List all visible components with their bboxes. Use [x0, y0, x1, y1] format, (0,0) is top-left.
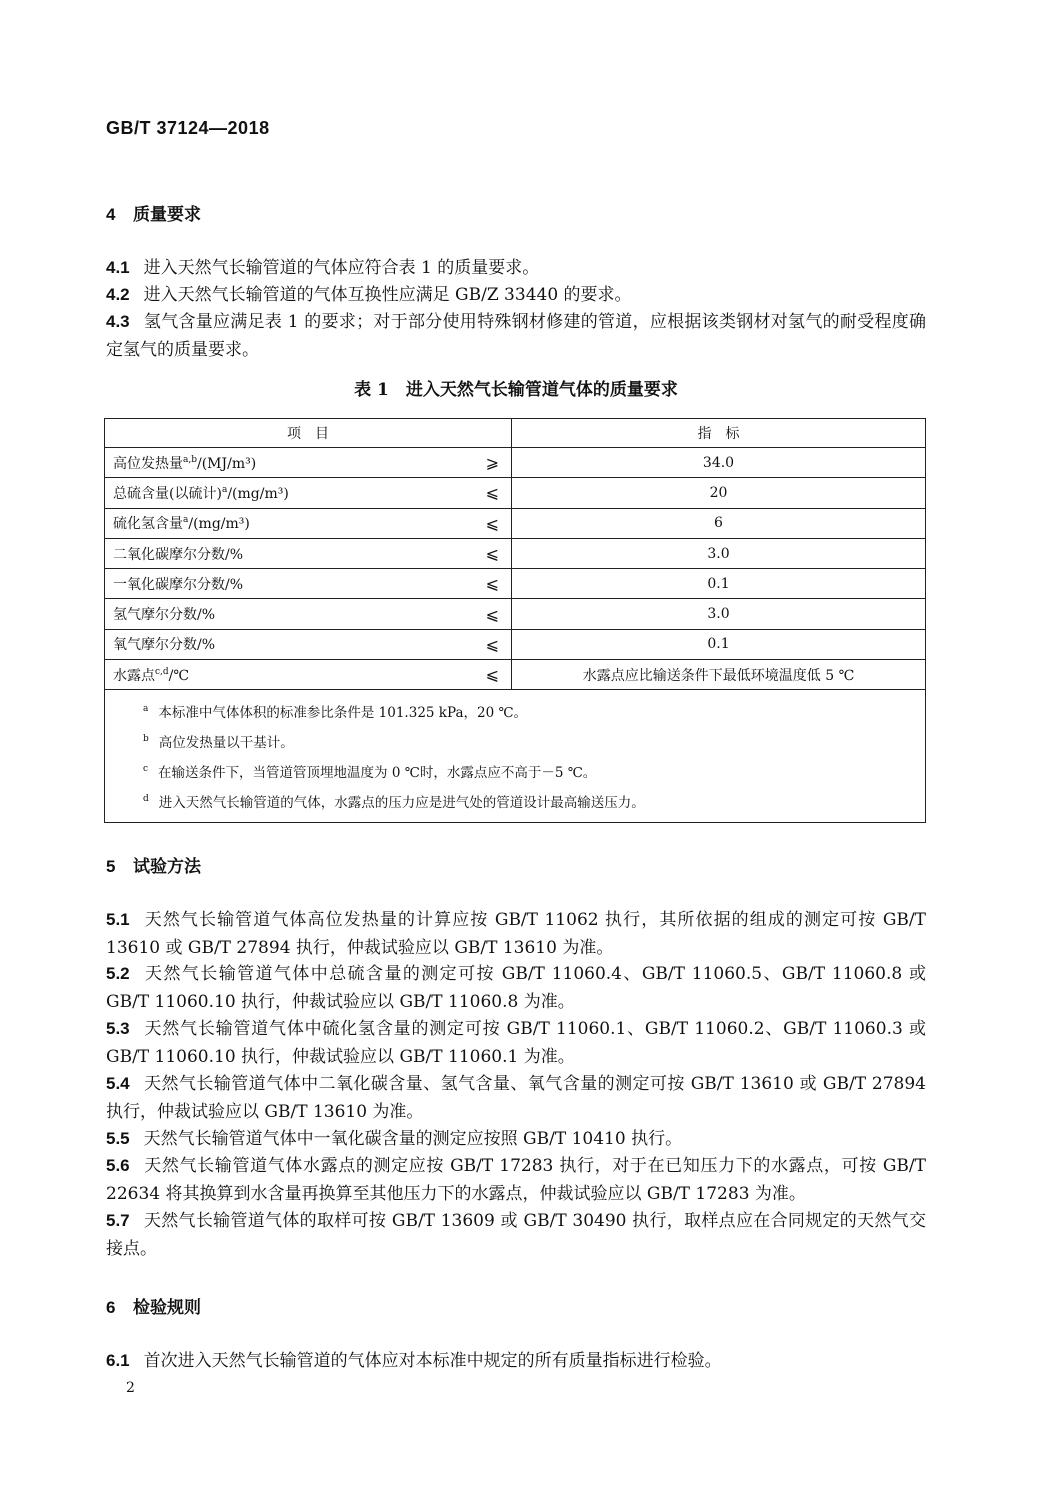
footnote-ref: c,d: [155, 666, 169, 677]
row-value: 0.1: [512, 629, 926, 659]
section-heading: 试验方法: [133, 857, 201, 877]
header-index: 指 标: [512, 419, 926, 448]
row-item: 高位发热量$^{a,b}$/(MJ/m³): [105, 448, 422, 478]
clause-6-1: 6.1 首次进入天然气长输管道的气体应对本标准中规定的所有质量指标进行检验。: [106, 1351, 722, 1371]
table-row: [105, 478, 926, 508]
table-note: $^c$ 在输送条件下，当管道管顶埋地温度为 0 ℃时，水露点应不高于－5 ℃。: [143, 764, 597, 782]
clause-5-7: 5.7 天然气长输管道气体的取样可按 GB/T 13609 或 GB/T 30490 执行，取样点应在合同规定的天然气交接点。: [106, 1211, 926, 1259]
section-heading: 质量要求: [133, 205, 201, 225]
footnote-ref: a,b: [183, 454, 197, 465]
row-value: 6: [512, 508, 926, 538]
clause-4-3: 4.3 氢气含量应满足表 1 的要求；对于部分使用特殊钢材修建的管道，应根据该类钢材对氢气的耐受程度确定氢气的质量要求。: [106, 312, 926, 360]
row-operator: ⩽: [421, 478, 512, 508]
note-mark: c: [143, 764, 149, 775]
row-value: 水露点应比输送条件下最低环境温度低 5 ℃: [512, 660, 926, 690]
footnote-ref: a: [183, 515, 189, 526]
clause-5-4: 5.4 天然气长输管道气体中二氧化碳含量、氢气含量、氧气含量的测定可按 GB/T 13610 或 GB/T 27894 执行，仲裁试验应以 GB/T 13610 为准。: [106, 1074, 926, 1122]
note-mark: b: [143, 734, 149, 745]
row-operator: ⩽: [421, 629, 512, 659]
row-item: 氧气摩尔分数/%: [105, 629, 422, 659]
quality-requirements-table: [104, 418, 926, 823]
section-6-title: [106, 1293, 201, 1318]
table-note: $^a$ 本标准中气体体积的标准参比条件是 101.325 kPa，20 ℃。: [143, 704, 528, 722]
row-operator: ⩽: [421, 508, 512, 538]
footnote-ref: a: [221, 484, 228, 495]
row-operator: ⩽: [421, 538, 512, 568]
row-operator: ⩾: [421, 448, 512, 478]
table-notes-row: [105, 690, 926, 823]
table-header-row: [105, 419, 926, 448]
row-item: 硫化氢含量$^a$/(mg/m³): [105, 508, 422, 538]
row-item: 二氧化碳摩尔分数/%: [105, 538, 422, 568]
table-note: $^b$ 高位发热量以干基计。: [143, 734, 294, 752]
row-value: 20: [512, 478, 926, 508]
row-operator: ⩽: [421, 660, 512, 690]
section-5-title: [106, 852, 201, 877]
row-item: 氢气摩尔分数/%: [105, 599, 422, 629]
clause-5-5: 5.5 天然气长输管道气体中一氧化碳含量的测定应按照 GB/T 10410 执行。: [106, 1129, 683, 1149]
row-item: 总硫含量(以硫计)$^a$/(mg/m³): [105, 478, 422, 508]
clause-4-1: 4.1 进入天然气长输管道的气体应符合表 1 的质量要求。: [106, 258, 540, 278]
table-row: [105, 629, 926, 659]
section-number: 5: [106, 857, 116, 876]
clause-5-2: 5.2 天然气长输管道气体中总硫含量的测定可按 GB/T 11060.4、GB/T 11060.5、GB/T 11060.8 或 GB/T 11060.10 执行，仲裁试验应以 GB/T 11060.8 为准。: [106, 964, 926, 1012]
section-heading: 检验规则: [133, 1298, 201, 1318]
section-number: 6: [106, 1298, 116, 1317]
table-row: [105, 538, 926, 568]
table-row: [105, 599, 926, 629]
row-value: 34.0: [512, 448, 926, 478]
clause-4-2: 4.2 进入天然气长输管道的气体互换性应满足 GB/Z 33440 的要求。: [106, 285, 632, 305]
clause-5-6: 5.6 天然气长输管道气体水露点的测定应按 GB/T 17283 执行，对于在已知压力下的水露点，可按 GB/T 22634 将其换算到水含量再换算至其他压力下的水露点，仲裁试验应以 GB/T 17283 为准。: [106, 1156, 926, 1204]
row-operator: ⩽: [421, 569, 512, 599]
row-value: 0.1: [512, 569, 926, 599]
section-number: 4: [106, 205, 116, 224]
clause-5-3: 5.3 天然气长输管道气体中硫化氢含量的测定可按 GB/T 11060.1、GB/T 11060.2、GB/T 11060.3 或 GB/T 11060.10 执行，仲裁试验应以 GB/T 11060.1 为准。: [106, 1019, 926, 1067]
table-note: $^d$ 进入天然气长输管道的气体，水露点的压力应是进气处的管道设计最高输送压力。: [143, 794, 645, 812]
clause-5-1: 5.1 天然气长输管道气体高位发热量的计算应按 GB/T 11062 执行，其所依据的组成的测定可按 GB/T 13610 或 GB/T 27894 执行，仲裁试验应以 GB/T 13610 为准。: [106, 910, 926, 958]
note-mark: d: [143, 794, 149, 805]
section-4-title: [106, 200, 201, 225]
standard-code: GB/T 37124—2018: [106, 118, 270, 138]
table-row: [105, 660, 926, 690]
table-title: 表 1 进入天然气长输管道气体的质量要求: [354, 380, 678, 400]
table-notes: [105, 690, 926, 823]
page-number: 2: [126, 1380, 135, 1396]
row-item: 一氧化碳摩尔分数/%: [105, 569, 422, 599]
row-operator: ⩽: [421, 599, 512, 629]
row-value: 3.0: [512, 599, 926, 629]
table-row: [105, 448, 926, 478]
row-item: 水露点$^{c,d}$/℃: [105, 660, 422, 690]
row-value: 3.0: [512, 538, 926, 568]
header-item: 项 目: [105, 419, 512, 448]
table-row: [105, 508, 926, 538]
note-mark: a: [143, 704, 149, 715]
table-row: [105, 569, 926, 599]
